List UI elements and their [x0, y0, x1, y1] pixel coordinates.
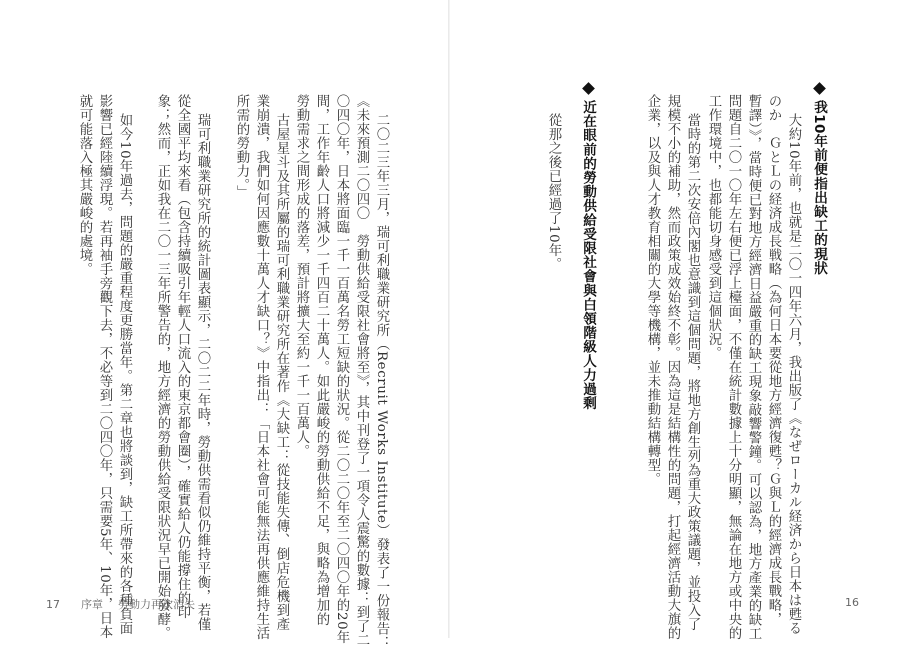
text-column: 業崩潰，我們如何因應數十萬人才缺口？》中指出：「日本社會可能無法再供應維持生活	[254, 94, 269, 640]
page-number: 16	[845, 596, 859, 609]
text-column: 古屋星斗及其所屬的瑞可利職業研究所在著作《大缺工：從技能失傳、倒店危機到產	[274, 113, 289, 631]
text-column: 企業，以及與人才教育相關的大學等機構，並未推動結構轉型。	[645, 94, 660, 486]
text-column: 二〇二三年三月，瑞可利職業研究所（Recruit Works Institute）發表了一份報告：	[374, 113, 389, 650]
text-column: 大約10年前，也就是二〇一四年六月，我出版了《なぜローカル経済から日本は甦る	[786, 113, 801, 636]
text-column: 當時的第二次安倍內閣也意識到這個問題，將地方創生列為重大政策議題，並投入了	[685, 113, 700, 631]
text-column: 工作環境中，也都能切身感受到這個狀況。	[706, 94, 721, 360]
heading-text: 近在眼前的勞動供給受限社會與白領階級人力過剩	[580, 100, 596, 411]
section-heading-1	[809, 84, 829, 275]
diamond-bullet-icon	[582, 82, 595, 95]
chapter-title: 勞動力再次消失	[118, 598, 195, 611]
text-column: 象；然而，正如我在二〇一三年所警告的，地方經濟的勞動供給受限狀況早已開始發酵。	[155, 94, 170, 640]
diamond-bullet-icon	[813, 82, 826, 95]
book-gutter	[448, 0, 450, 638]
text-column: 暫譯）》，當時便已對地方經濟日益嚴重的缺工現象敲響警鐘。可以認為，地方產業的缺工	[746, 94, 761, 641]
chapter-label: 序章	[81, 598, 103, 611]
page-number: 17	[46, 598, 60, 611]
text-column: 從那之後已經過了10年。	[546, 113, 561, 272]
text-column: 從全國平均來看（包含持續吸引年輕人口流入的東京都會圈），確實給人仍能撐住的印	[175, 94, 190, 620]
text-column: のか ＧとＬの経済成長戦略（為何日本要從地方經濟復甦？Ｇ與Ｌ的經濟成長戰略，	[766, 94, 781, 626]
text-column: 間，工作年齡人口將減少一千四百二十萬人。如此嚴峻的勞動供給不足，與略為增加的	[314, 94, 329, 626]
section-heading-2	[578, 84, 598, 410]
text-column: 問題自二〇一〇年左右便已浮上檯面，不僅在統計數據上十分明顯，無論在地方或中央的	[726, 94, 741, 640]
text-column: 《未來預測二〇四〇 勞動供給受限社會將至》，其中刊登了一項令人震驚的數據：到了二	[354, 94, 369, 648]
text-column: 影響已經陸續浮現。若再袖手旁觀下去，不必等到二〇四〇年，只需要5年、10年，日本	[97, 94, 112, 640]
text-column: 瑞可利職業研究所的統計圖表顯示，二〇二二年時，勞動供需看似仍維持平衡，若僅	[195, 113, 210, 631]
text-column: 勞動需求之間形成的落差，預計將擴大至約一千一百萬人。	[294, 94, 309, 458]
text-column: 〇四〇年，日本將面臨一千一百萬名勞工短缺的狀況。從二〇二〇年至二〇四〇年的20年	[334, 94, 349, 645]
page-footer	[46, 596, 195, 612]
text-column: 所需的勞動力。」	[234, 94, 249, 200]
text-column: 如今10年過去，問題的嚴重程度更勝當年。第二章也將談到，缺工所帶來的各種負面	[117, 113, 132, 636]
text-column: 規模不小的補助，然而政策成效始終不彰。因為這是結構性的問題，打起經濟活動大旗的	[665, 94, 680, 640]
heading-text: 我10年前便指出缺工的現狀	[811, 100, 827, 276]
text-column: 就可能落入極其嚴峻的處境。	[77, 94, 92, 276]
